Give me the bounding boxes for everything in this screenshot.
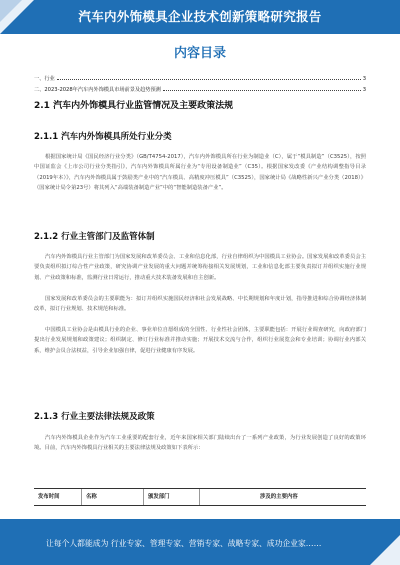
paragraph-industry-classification: 根据国家统计局《国民经济行业分类》（GB/T4754-2017），汽车内外饰模具所在行业为制造业（C），属于“模具制造”（C3525），按照中国证监会《上市公司行业分类指引》，汽车内外饰模具所属行业为“专用设备制造业”（C35）。根据国家发改委《产业结构调整指导目录（2019年本）》，汽车内外饰模具属于鼓励类产业中的“汽车模具、高精度冲压模具”（C3525），国家统计局《战略性新兴产业分类（2018）》（国家统计局令第23号）将其列入“高端装备制造产业”中的“智能制造装备产业”。	[34, 154, 366, 192]
toc-row-page: 3	[362, 76, 366, 82]
section-heading-2-1-3: 2.1.3 行业主要法律法规及政策	[34, 412, 155, 422]
footer-corner-decoration	[370, 535, 400, 565]
section-heading-2-1-1: 2.1.1 汽车内外饰模具所处行业分类	[34, 132, 172, 142]
footer-slogan: 让每个人都能成为 行业专家、管理专家、营销专家、战略专家、成功企业家……	[46, 539, 322, 548]
table-header-cell: 名称	[82, 489, 144, 505]
table-header-cell: 发布时间	[34, 489, 82, 505]
toc-row-page: 3	[362, 87, 366, 93]
toc-row-text: 二、2023-2028年汽车内外饰模具市场前景及趋势预测	[34, 87, 161, 93]
toc-row[interactable]	[34, 72, 366, 82]
page-header-banner	[0, 0, 400, 34]
paragraph-regulators: 汽车内外饰模具行业主管部门为国家发展和改革委员会、工业和信息化部，行业自律组织为中国模具工业协会。国家发展和改革委员会主要负责组织拟订综合性产业政策，研究协调产业发展的重大问题并统筹衔接相关发展规划，工业和信息化部主要负责拟订并组织实施行业规划、产业政策和标准，监测行业日常运行，推动重大技术装备发展和自主创新。	[34, 254, 366, 281]
toc-leader-dots	[163, 90, 361, 91]
table-header-cell: 颁发部门	[144, 489, 200, 505]
toc-title: 内容目录	[173, 46, 226, 61]
paragraph-ndrc-functions: 国家发展和改革委员会的主要职能为：拟订并组织实施国民经济和社会发展战略、中长期规划和年度计划，指导推进和综合协调经济体制改革，拟订行业规划、技术规范和标准。	[34, 296, 366, 313]
toc-row-text: 一、行业	[34, 76, 55, 82]
toc-leader-dots	[57, 79, 361, 80]
page-footer-banner	[0, 519, 400, 565]
toc-row[interactable]	[34, 83, 366, 93]
policy-table-header	[34, 488, 366, 506]
section-heading-2-1: 2.1 汽车内外饰模具行业监管情况及主要政策法规	[34, 101, 234, 111]
section-heading-2-1-2: 2.1.2 行业主管部门及监管体制	[34, 232, 155, 242]
paragraph-association-functions: 中国模具工业协会是由模具行业的企业、事业单位自愿组成的全国性、行业性社会团体，主要职能包括：开展行业调查研究，向政府部门提出行业发展规划和政策建议；组织制定、修订行业标准并推动实施；开展技术交流与合作，组织行业展览会和专业培训；协调行业内部关系，维护会员合法权益，引导企业加强自律，促进行业健康有序发展。	[34, 327, 366, 354]
paragraph-laws-policies: 汽车内外饰模具企业作为汽车工业重要的配套行业，近年来国家相关部门陆续出台了一系列产业政策，为行业发展创造了良好的政策环境。目前，汽车内外饰模具行业相关的主要法律法规及政策如下表所示：	[34, 435, 366, 452]
table-header-cell: 涉及的主要内容	[260, 494, 298, 500]
report-title: 汽车内外饰模具企业技术创新策略研究报告	[78, 9, 322, 24]
